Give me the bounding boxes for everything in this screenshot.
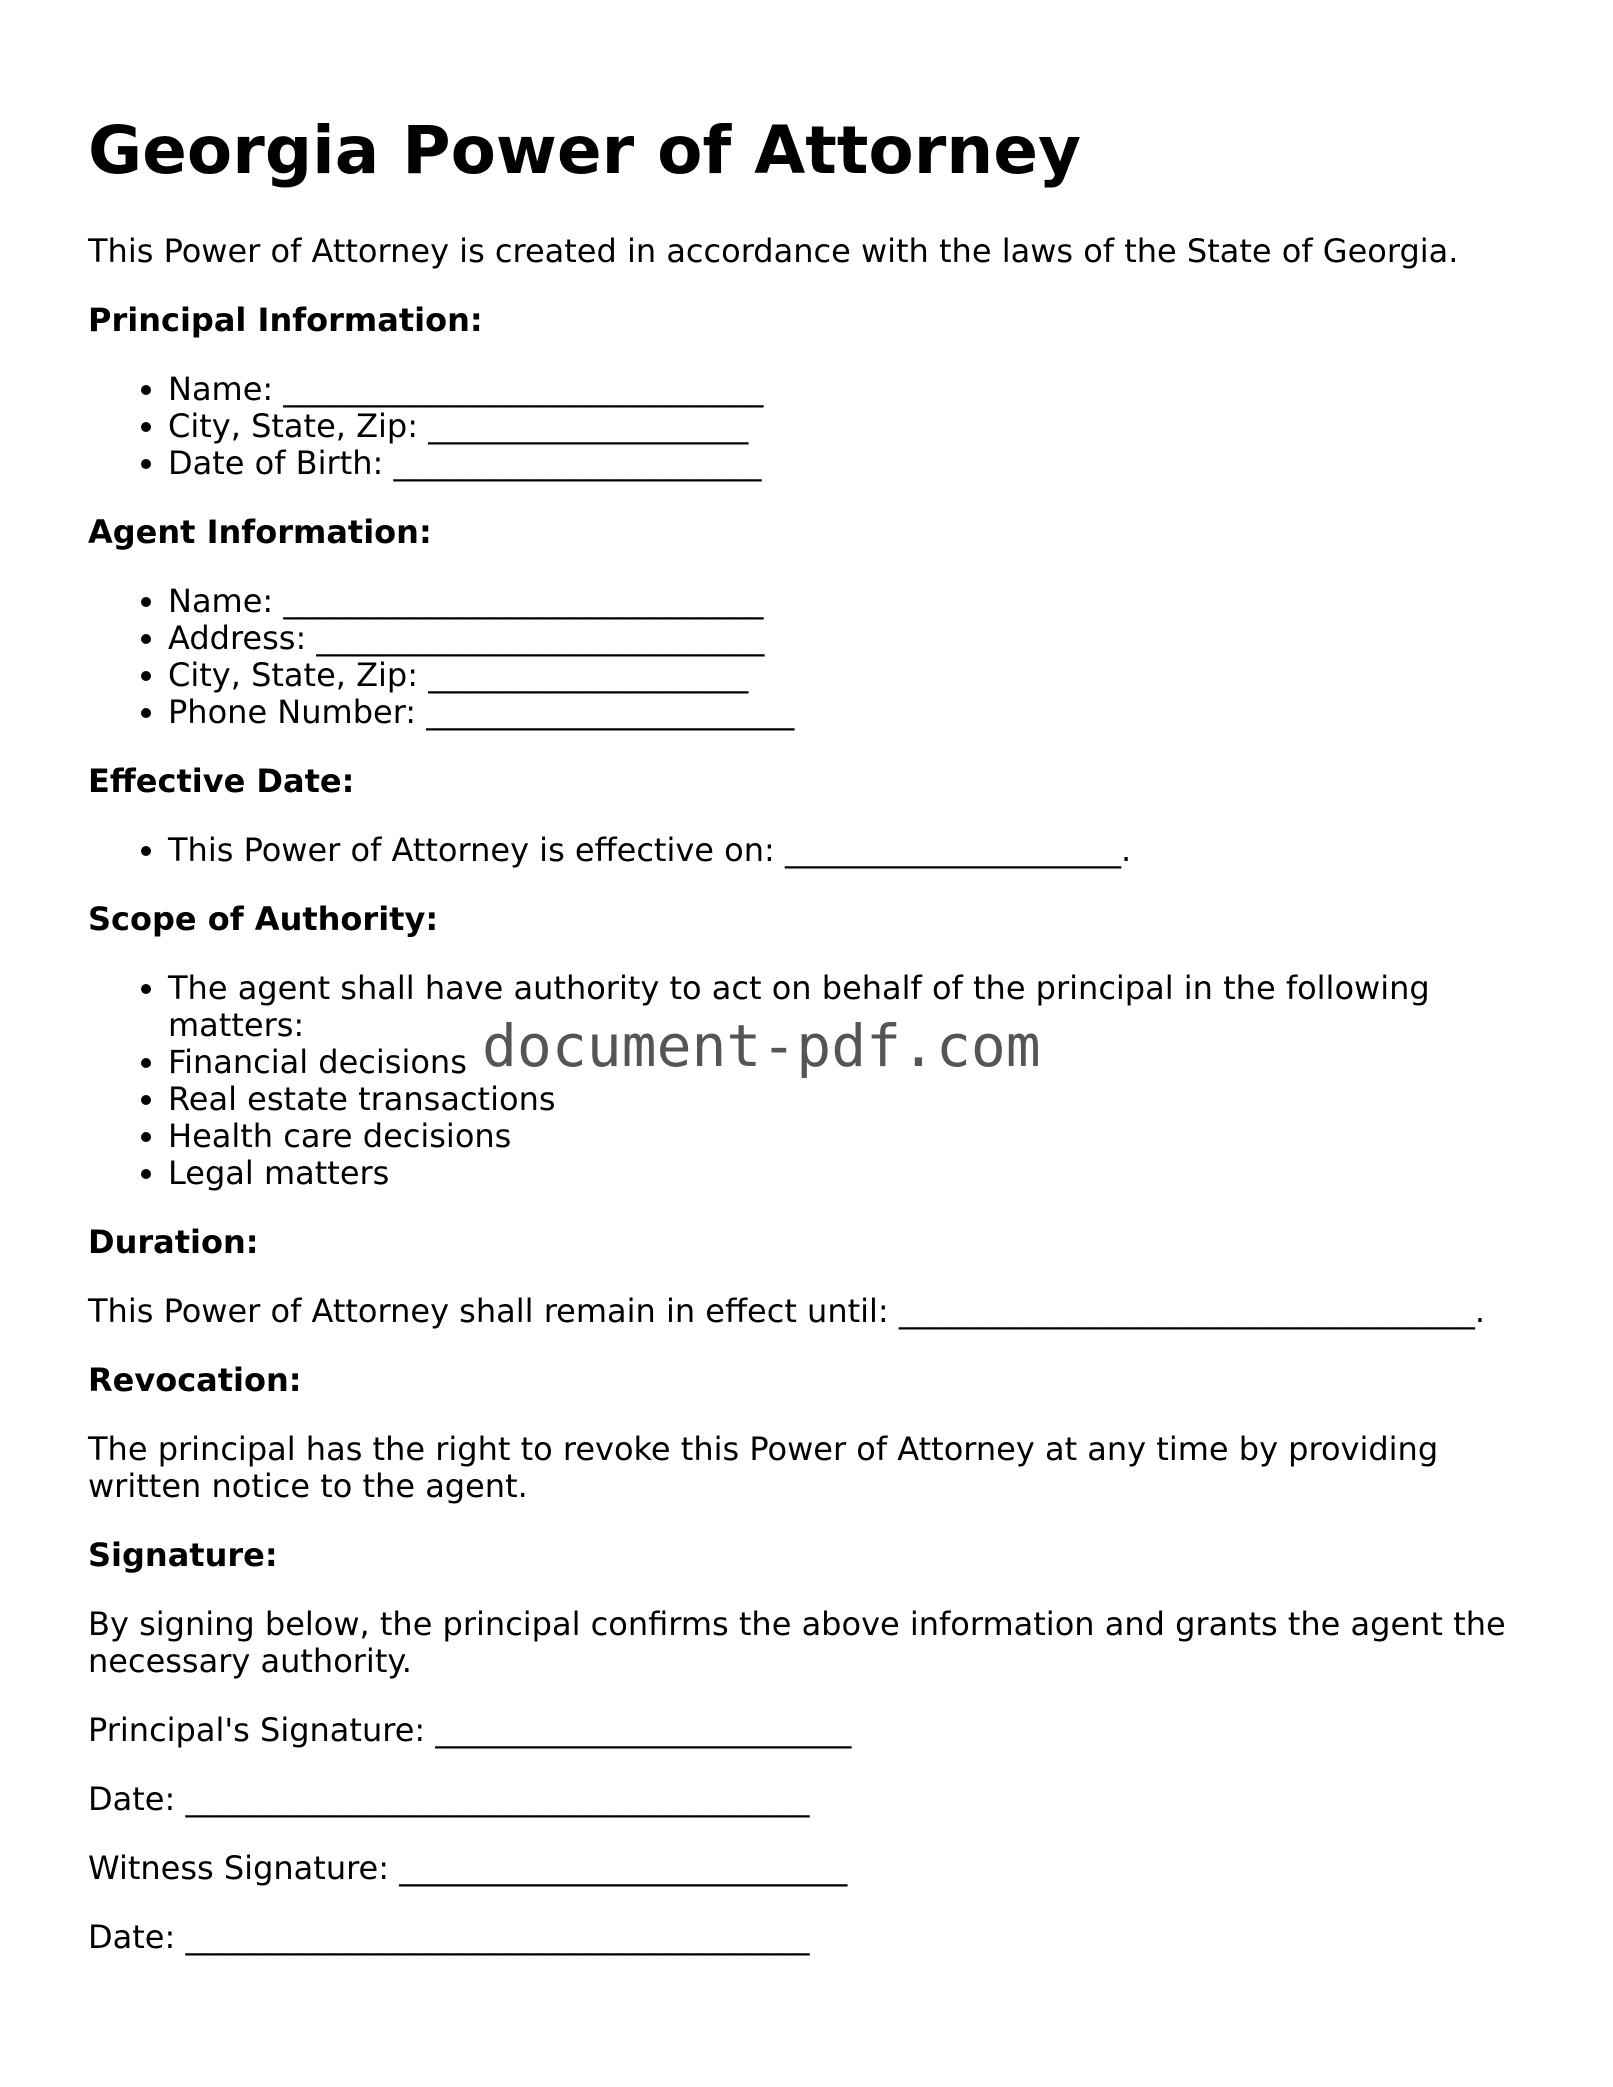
agent-list [88, 583, 1528, 731]
duration-heading: Duration: [88, 1223, 259, 1261]
principal-signature-line: Principal's Signature: __________________________ [88, 1711, 852, 1749]
effective-heading: Effective Date: [88, 762, 355, 800]
document-title: Georgia Power of Attorney [88, 112, 1082, 189]
agent-address-field: • Address: ____________________________ [168, 620, 1528, 657]
duration-text: This Power of Attorney shall remain in effect until: ____________________________________. [88, 1292, 1486, 1330]
scope-item: • Financial decisions [168, 1044, 1528, 1081]
watermark: document-pdf.com [482, 1012, 1041, 1080]
scope-heading: Scope of Authority: [88, 900, 439, 938]
signature-text: By signing below, the principal confirms the above information and grants the agent the necessary authority. [88, 1605, 1506, 1680]
effective-list [88, 832, 1528, 869]
scope-item: • Legal matters [168, 1155, 1528, 1192]
scope-item: • The agent shall have authority to act on behalf of the principal in the following matters: [168, 970, 1528, 1044]
agent-name-field: • Name: ______________________________ [168, 583, 1528, 620]
effective-date-field: • This Power of Attorney is effective on: _____________________. [168, 832, 1528, 869]
agent-heading: Agent Information: [88, 513, 432, 551]
scope-item: • Health care decisions [168, 1118, 1528, 1155]
revocation-text: The principal has the right to revoke this Power of Attorney at any time by providing written notice to the agent. [88, 1430, 1439, 1505]
scope-item: • Real estate transactions [168, 1081, 1528, 1118]
principal-list [88, 371, 1528, 482]
witness-signature-line: Witness Signature: ____________________________ [88, 1849, 848, 1887]
principal-city-field: • City, State, Zip: ____________________ [168, 408, 1528, 445]
principal-name-field: • Name: ______________________________ [168, 371, 1528, 408]
intro-text: This Power of Attorney is created in accordance with the laws of the State of Georgia. [88, 232, 1459, 270]
principal-dob-field: • Date of Birth: _______________________ [168, 445, 1528, 482]
agent-phone-field: • Phone Number: _______________________ [168, 694, 1528, 731]
scope-list [88, 970, 1528, 1192]
witness-date-line: Date: _______________________________________ [88, 1918, 810, 1956]
signature-heading: Signature: [88, 1536, 278, 1574]
agent-city-field: • City, State, Zip: ____________________ [168, 657, 1528, 694]
revocation-heading: Revocation: [88, 1361, 302, 1399]
principal-date-line: Date: _______________________________________ [88, 1780, 810, 1818]
principal-heading: Principal Information: [88, 301, 483, 339]
